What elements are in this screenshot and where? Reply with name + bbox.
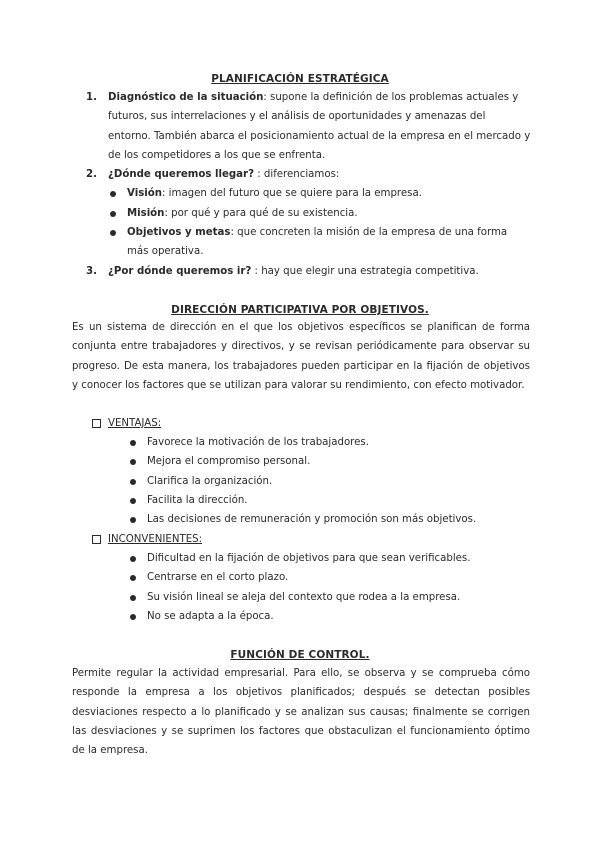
- list-item: [128, 549, 528, 568]
- list-item: [128, 588, 528, 607]
- list-item: [128, 510, 528, 529]
- item-text: Las decisiones de remuneración y promoción son más objetivos.: [147, 514, 477, 526]
- item-text: : supone la definición de los problemas actuales y futuros, sus interrelaciones y el análisis de oportunidades y amenazas del entorno. También abarca el posicionamiento actual de la empresa en el mercado y de los competidores a los que se enfrenta.: [108, 92, 531, 161]
- sub-list: [108, 184, 531, 261]
- list-item: [86, 262, 531, 281]
- item-number: 1.: [86, 92, 97, 103]
- list-item: [128, 491, 528, 510]
- item-heading: ¿Por dónde queremos ir?: [108, 265, 252, 277]
- list-item: [86, 165, 531, 261]
- list-item: [128, 607, 528, 626]
- inconvenientes-label: INCONVENIENTES:: [108, 534, 203, 545]
- section-title-direccion: DIRECCIÓN PARTICIPATIVA POR OBJETIVOS.: [171, 304, 429, 316]
- ventajas-heading: [92, 414, 161, 433]
- list-item: [128, 568, 528, 587]
- checkbox-icon: [92, 419, 101, 428]
- section-title-planificacion: PLANIFICACIÓN ESTRATÉGICA: [211, 73, 389, 85]
- list-item: [128, 452, 528, 471]
- item-heading: Misión: [127, 207, 165, 219]
- item-text: : que concreten la misión de la empresa de una forma más operativa.: [127, 227, 508, 258]
- bullet-icon: [130, 479, 136, 485]
- section-title-control: FUNCIÓN DE CONTROL.: [230, 649, 370, 661]
- item-heading: Visión: [127, 188, 163, 200]
- list-item: [128, 472, 528, 491]
- bullet-icon: [110, 230, 116, 236]
- bullet-icon: [110, 191, 116, 197]
- list-item: [108, 204, 531, 223]
- item-text: : imagen del futuro que se quiere para la empresa.: [162, 188, 422, 200]
- list-item: [86, 88, 531, 165]
- item-number: 2.: [86, 169, 97, 181]
- item-heading: ¿Dónde queremos llegar?: [108, 169, 254, 181]
- item-number: 3.: [86, 265, 97, 277]
- bullet-icon: [130, 614, 136, 620]
- item-text: : por qué y para qué de su existencia.: [164, 207, 358, 219]
- bullet-icon: [130, 459, 136, 465]
- list-item: [108, 223, 531, 262]
- control-paragraph: Permite regular la actividad empresarial. Para ello, se observa y se comprueba cómo responde la empresa a los objetivos planificados; después se detectan posibles desviaciones respecto a lo planificado y se analizan sus causas; finalmente se corrigen las desviaciones y se suprimen los factores que obstaculizan el funcionamiento óptimo de la empresa.: [72, 668, 530, 757]
- item-heading: Objetivos y metas: [127, 227, 231, 239]
- item-text: Dificultad en la fijación de objetivos para que sean verificables.: [147, 553, 471, 564]
- inconvenientes-list: [128, 549, 528, 626]
- item-text: : hay que elegir una estrategia competitiva.: [251, 265, 479, 277]
- inconvenientes-heading: [92, 530, 202, 549]
- planificacion-list: [86, 88, 531, 281]
- item-text: Su visión lineal se aleja del contexto que rodea a la empresa.: [147, 591, 461, 603]
- ventajas-label: VENTAJAS:: [108, 418, 162, 429]
- item-text: Mejora el compromiso personal.: [147, 456, 311, 468]
- bullet-icon: [130, 595, 136, 601]
- item-text: Centrarse en el corto plazo.: [147, 572, 289, 584]
- direccion-paragraph: Es un sistema de dirección en el que los objetivos específicos se planifican de forma conjunta entre trabajadores y directivos, y se revisan periódicamente para observar su progreso. De esta manera, los trabajadores pueden participar en la fijación de objetivos y conocer los factores que se utilizan para valorar su rendimiento, con efecto motivador.: [72, 322, 530, 391]
- item-text: Facilita la dirección.: [147, 494, 248, 506]
- item-text: No se adapta a la época.: [147, 610, 274, 622]
- bullet-icon: [110, 211, 116, 217]
- item-text: Favorece la motivación de los trabajadores.: [147, 437, 369, 448]
- bullet-icon: [130, 498, 136, 504]
- list-item: [108, 184, 531, 203]
- bullet-icon: [130, 575, 136, 581]
- item-text: : diferenciamos:: [253, 169, 340, 181]
- ventajas-list: [128, 433, 528, 529]
- item-heading: Diagnóstico de la situación: [108, 92, 264, 103]
- bullet-icon: [130, 517, 136, 523]
- checkbox-icon: [92, 535, 101, 544]
- bullet-icon: [130, 556, 136, 562]
- item-text: Clarifica la organización.: [147, 475, 273, 487]
- bullet-icon: [130, 440, 136, 446]
- list-item: [128, 433, 528, 452]
